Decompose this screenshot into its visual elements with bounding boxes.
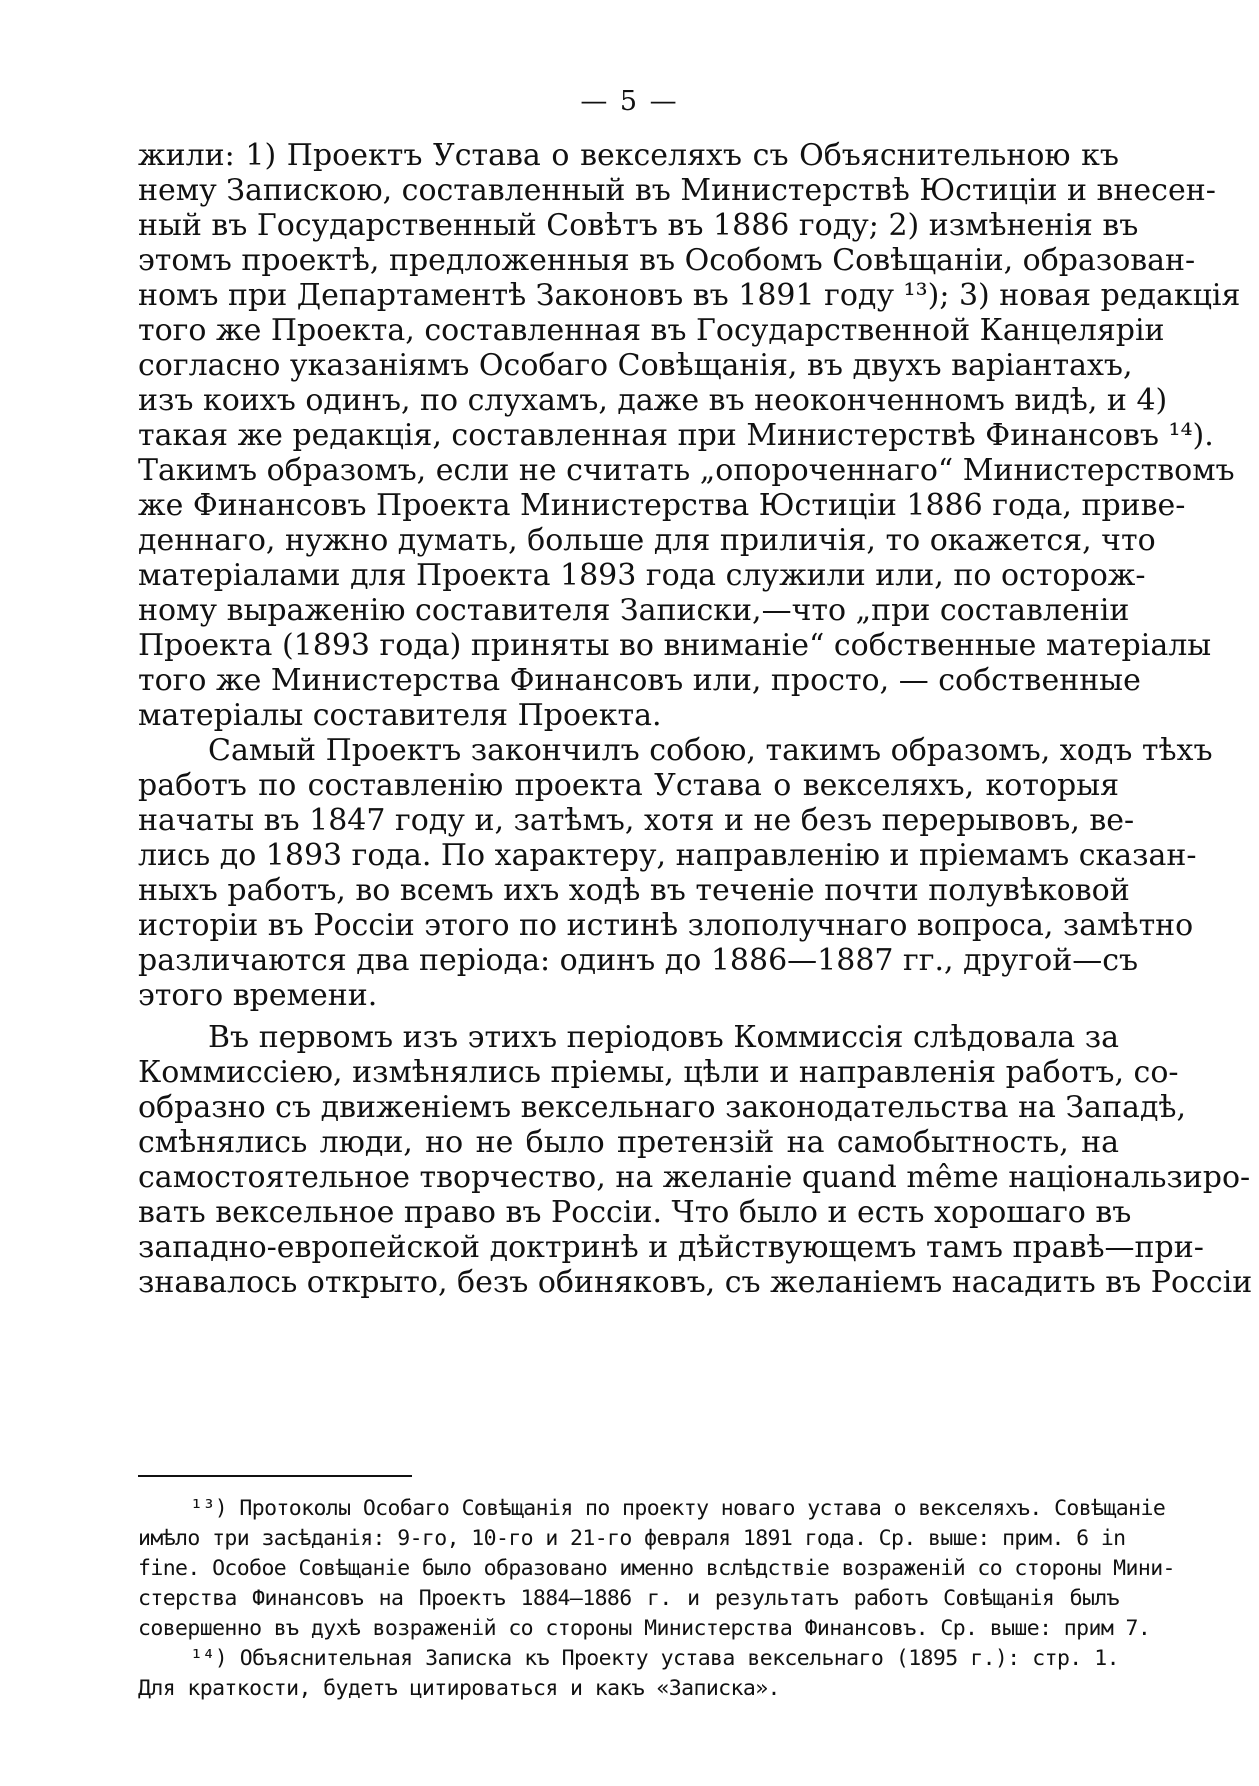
body-line: ный въ Государственный Совѣтъ въ 1886 году; 2) измѣненія въ [138,208,1139,243]
body-line: матеріалами для Проекта 1893 года служили или, по осторож- [138,558,1146,593]
body-line: ныхъ работъ, во всемъ ихъ ходѣ въ теченіе почти полувѣковой [138,873,1130,908]
body-line: Такимъ образомъ, если не считать „опороченнаго“ Министерствомъ [138,453,1235,488]
body-line: жили: 1) Проектъ Устава о векселяхъ съ Объяснительною къ [138,138,1119,173]
paragraph-start-line: Самый Проектъ закончилъ собою, такимъ образомъ, ходъ тѣхъ [208,733,1213,768]
body-line: нему Запискою, составленный въ Министерствѣ Юстиціи и внесен- [138,173,1216,208]
body-line: этого времени. [138,978,378,1013]
body-line: матеріалы составителя Проекта. [138,698,662,733]
body-line: смѣнялись люди, но не было претензій на самобытность, на [138,1125,1119,1160]
body-line: различаются два періода: одинъ до 1886—1887 гг., другой—съ [138,943,1139,978]
paragraph-start-line: Въ первомъ изъ этихъ періодовъ Коммиссія слѣдовала за [208,1020,1119,1055]
body-line: того же Министерства Финансовъ или, просто, — собственные [138,663,1141,698]
body-line: работъ по составленію проекта Устава о векселяхъ, которыя [138,768,1119,803]
page-number: — 5 — [580,86,679,117]
body-line: же Финансовъ Проекта Министерства Юстиціи 1886 года, приве- [138,488,1186,523]
body-line: Коммиссіею, измѣнялись пріемы, цѣли и направленія работъ, со- [138,1055,1179,1090]
body-line: того же Проекта, составленная въ Государственной Канцеляріи [138,313,1165,348]
footnote-13-line: ¹³) Протоколы Особаго Совѣщанія по проекту новаго устава о векселяхъ. Совѣщаніе [190,1496,1166,1521]
footnote-line: имѣло три засѣданія: 9-го, 10-го и 21-го февраля 1891 года. Ср. выше: прим. 6 in [138,1526,1126,1551]
body-line: лись до 1893 года. По характеру, направленію и пріемамъ сказан- [138,838,1197,873]
body-line: изъ коихъ одинъ, по слухамъ, даже въ неоконченномъ видѣ, и 4) [138,383,1168,418]
body-line: деннаго, нужно думать, больше для приличія, то окажется, что [138,523,1156,558]
footnote-line: стерства Финансовъ на Проектъ 1884—1886 г. и результатъ работъ Совѣщанія былъ [138,1586,1119,1611]
footnote-line: совершенно въ духѣ возраженій со стороны Министерства Финансовъ. Ср. выше: прим 7. [138,1616,1151,1641]
body-line: такая же редакція, составленная при Министерствѣ Финансовъ ¹⁴). [138,418,1214,453]
body-line: вать вексельное право въ Россіи. Что было и есть хорошаго въ [138,1195,1132,1230]
footnote-line: fine. Особое Совѣщаніе было образовано именно вслѣдствіе возраженій со стороны Мини- [138,1556,1175,1581]
footnote-separator [138,1475,412,1477]
body-line: Проекта (1893 года) приняты во вниманіе“ собственные матеріалы [138,628,1212,663]
body-line: образно съ движеніемъ вексельнаго законодательства на Западѣ, [138,1090,1187,1125]
body-line: знавалось открыто, безъ обиняковъ, съ желаніемъ насадить въ Россіи [138,1265,1253,1300]
body-line: исторіи въ Россіи этого по истинѣ злополучнаго вопроса, замѣтно [138,908,1194,943]
body-line: начаты въ 1847 году и, затѣмъ, хотя и не безъ перерывовъ, ве- [138,803,1135,838]
body-line: согласно указаніямъ Особаго Совѣщанія, въ двухъ варіантахъ, [138,348,1133,383]
body-line: номъ при Департаментѣ Законовъ въ 1891 году ¹³); 3) новая редакція [138,278,1241,313]
body-line: самостоятельное творчество, на желаніе quand même національзиро- [138,1160,1251,1195]
body-line: этомъ проектѣ, предложенныя въ Особомъ Совѣщаніи, образован- [138,243,1196,278]
body-line: западно-европейской доктринѣ и дѣйствующемъ тамъ правѣ—при- [138,1230,1204,1265]
body-line: ному выраженію составителя Записки,—что „при составленіи [138,593,1130,628]
footnote-line: Для краткости, будетъ цитироваться и какъ «Записка». [138,1676,780,1701]
footnote-14-line: ¹⁴) Объяснительная Записка къ Проекту устава вексельнаго (1895 г.): стр. 1. [190,1646,1119,1671]
